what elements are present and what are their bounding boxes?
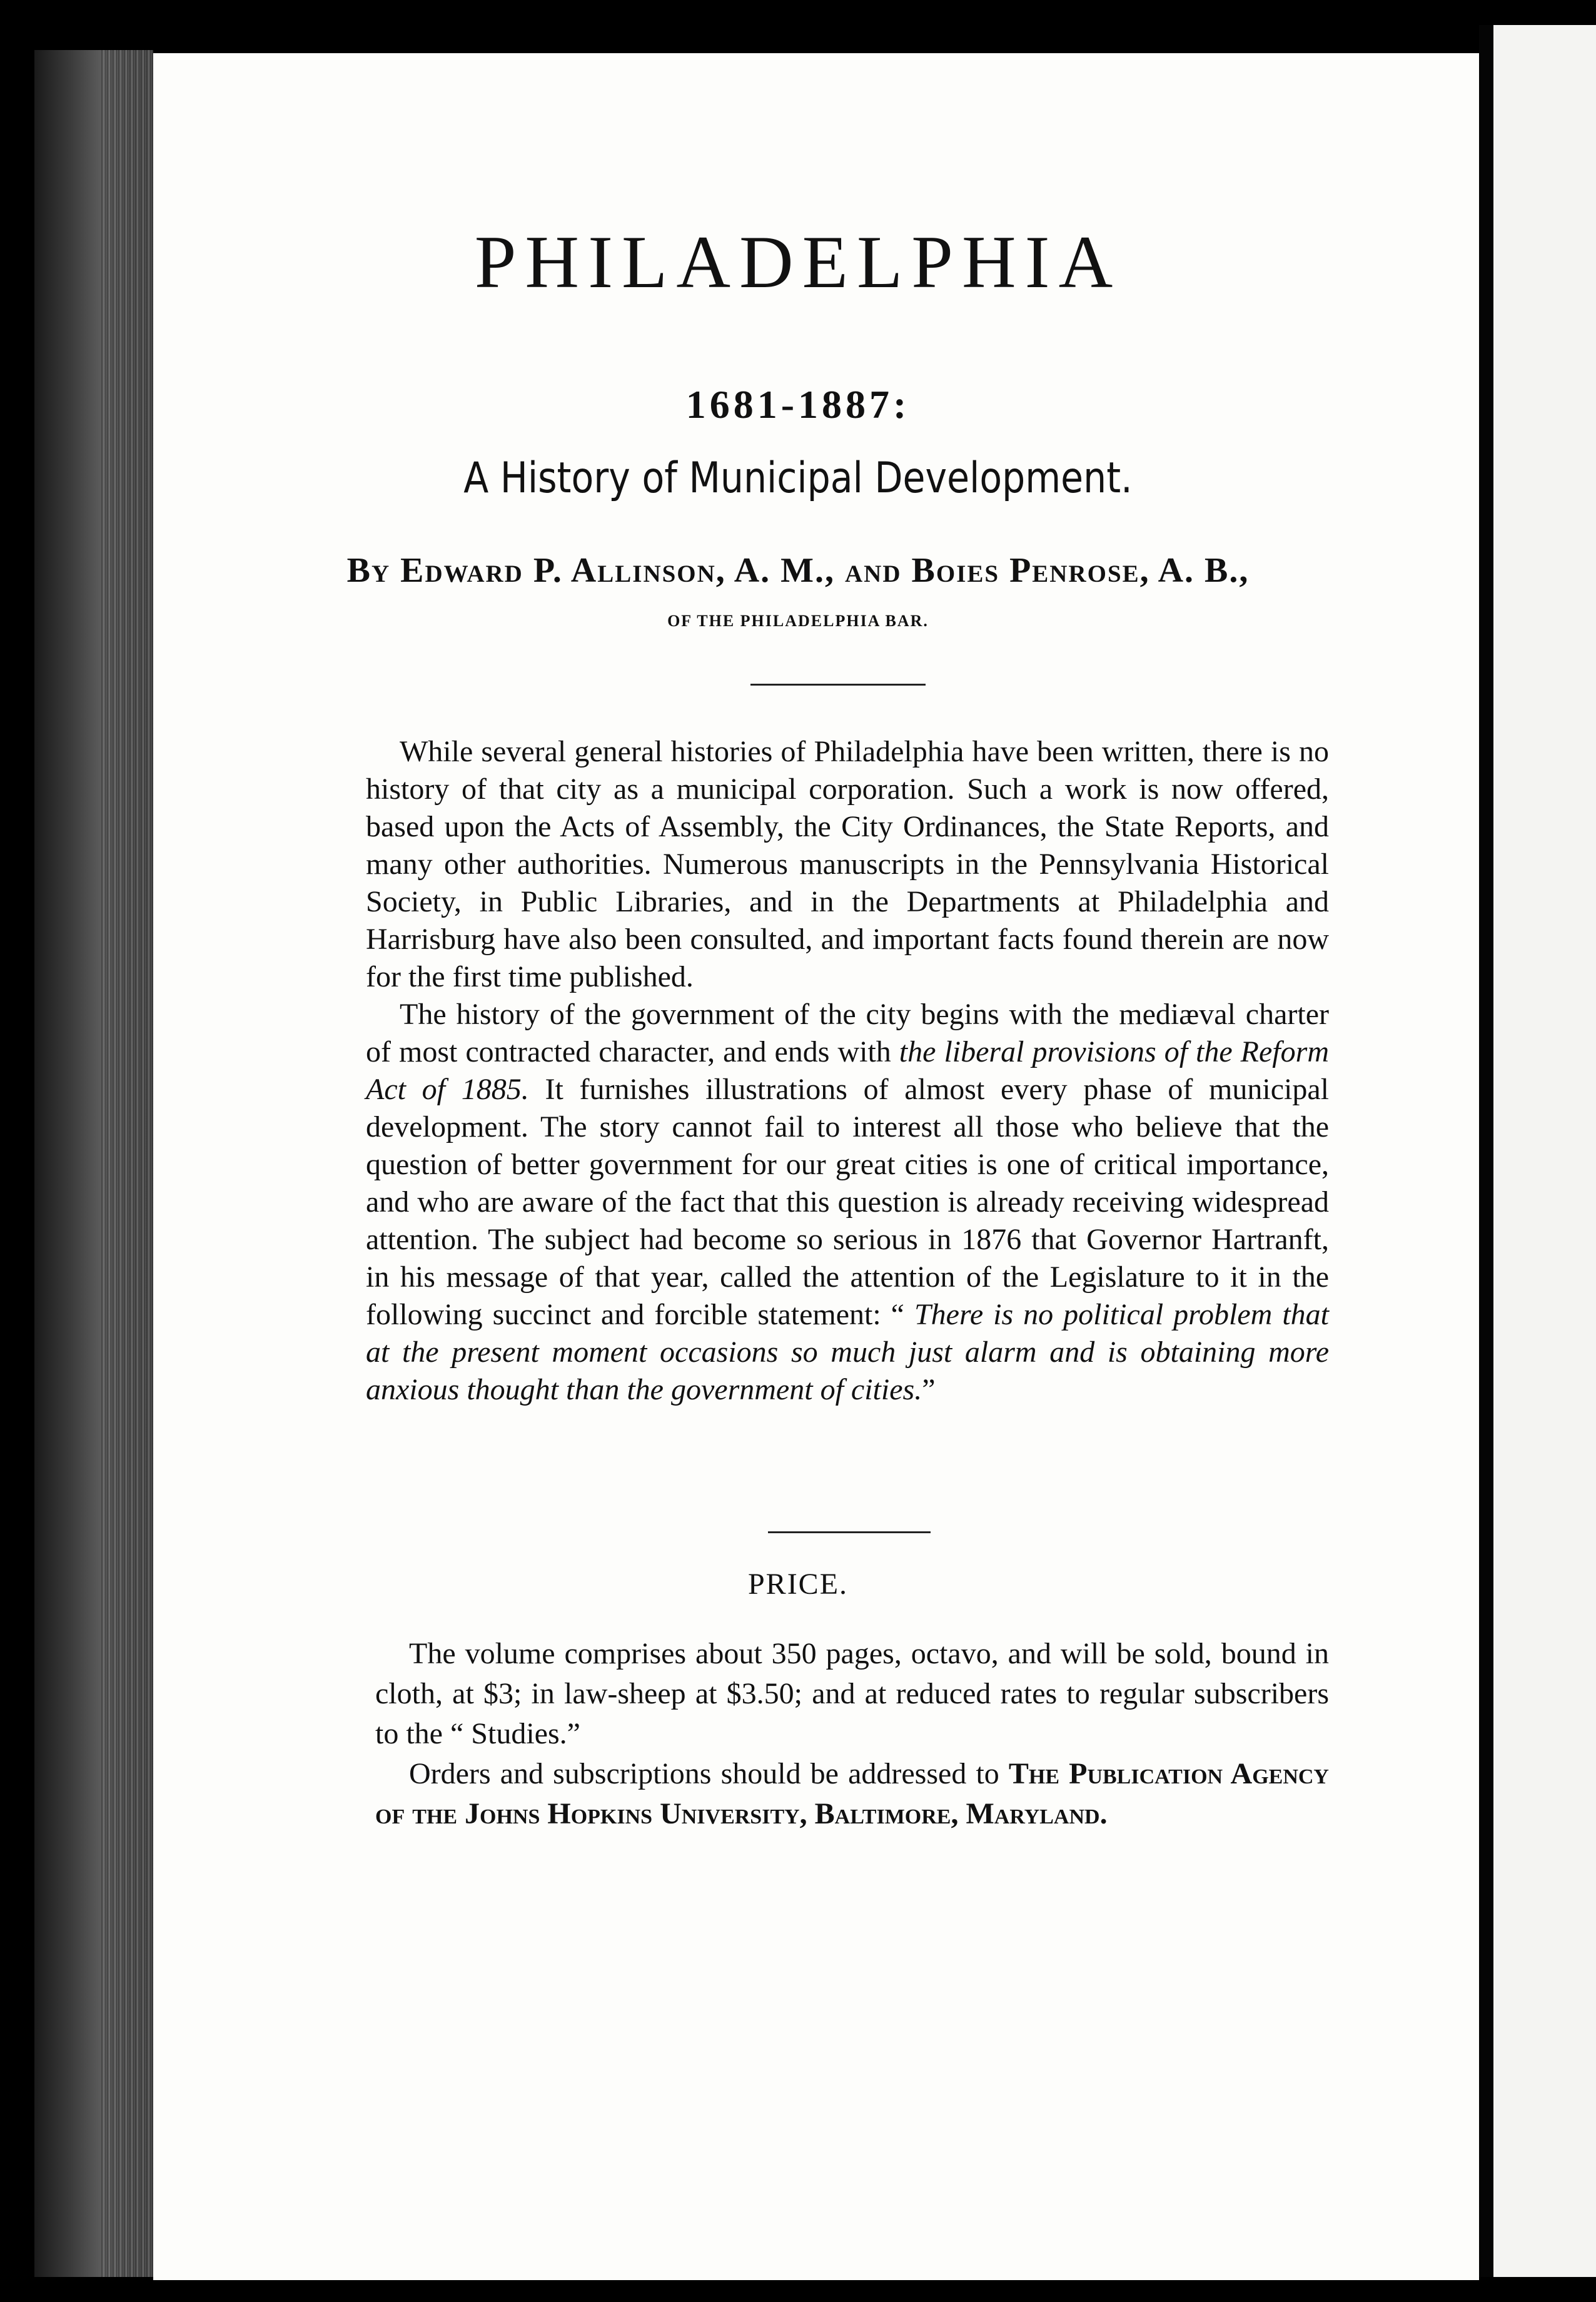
publisher-address: The Publication Agency of the Johns Hopkins University, Baltimore, Maryland. xyxy=(375,1757,1329,1830)
closing-quote-mark: ” xyxy=(922,1373,936,1406)
description-body xyxy=(366,733,1329,1409)
paragraph-text: Orders and subscriptions should be addressed to xyxy=(409,1757,1009,1790)
price-body xyxy=(375,1634,1329,1834)
document-subtitle: A History of Municipal Development. xyxy=(463,454,1133,503)
divider-rule xyxy=(750,684,926,686)
gutter-shadow xyxy=(1479,25,1493,2277)
description-paragraph-1: While several general histories of Philadelphia have been written, there is no history of that city as a municipal corporation. Such a work is now offered, based upon the Acts of Assembly, the City Ordinances, the State Reports, and many other authorities. Numerous manuscripts in the Pennsylvania Historical Society, in Public Libraries, and in the Departments at Philadelphia and Harrisburg have also been consulted, and important facts found therein are now for the first time published. xyxy=(366,735,1329,993)
governor-quote: There is no political problem that at the present moment occasions so much just alarm and is obtaining more anxious thought than the government of cities. xyxy=(366,1298,1329,1406)
document-title: PHILADELPHIA xyxy=(474,220,1122,303)
author-affiliation: OF THE PHILADELPHIA BAR. xyxy=(667,612,929,630)
paragraph-text: It furnishes illustrations of almost every phase of municipal development. The story cannot fail to interest all those who believe that the question of better government for our great cities is one of critical importance, and who are aware of the fact that this question is already receiving widespread attention. The subject had become so serious in 1876 that Governor Hartranft, in his message of that year, called the attention of the Legislature to it in the following succinct and forcible statement: “ xyxy=(366,1073,1330,1331)
price-paragraph-1: The volume comprises about 350 pages, octavo, and will be sold, bound in cloth, at $3; in law-sheep at $3.50; and at reduced rates to regular subscribers to the “ Studies.” xyxy=(375,1637,1329,1750)
divider-rule xyxy=(768,1531,931,1533)
price-heading: PRICE. xyxy=(747,1568,849,1601)
facing-page-edge xyxy=(1493,25,1596,2277)
date-range: 1681-1887: xyxy=(685,382,911,427)
paragraph-text: The history of the government of the city begins with the mediæval charter of most contracted character, and ends with xyxy=(366,998,1329,1068)
price-paragraph-2 xyxy=(375,1754,1329,1834)
description-paragraph-2 xyxy=(366,996,1329,1409)
author-byline: By Edward P. Allinson, A. M., and Boies Penrose, A. B., xyxy=(346,551,1250,590)
italic-phrase: the liberal provisions of the Reform Act of 1885. xyxy=(366,1035,1329,1106)
